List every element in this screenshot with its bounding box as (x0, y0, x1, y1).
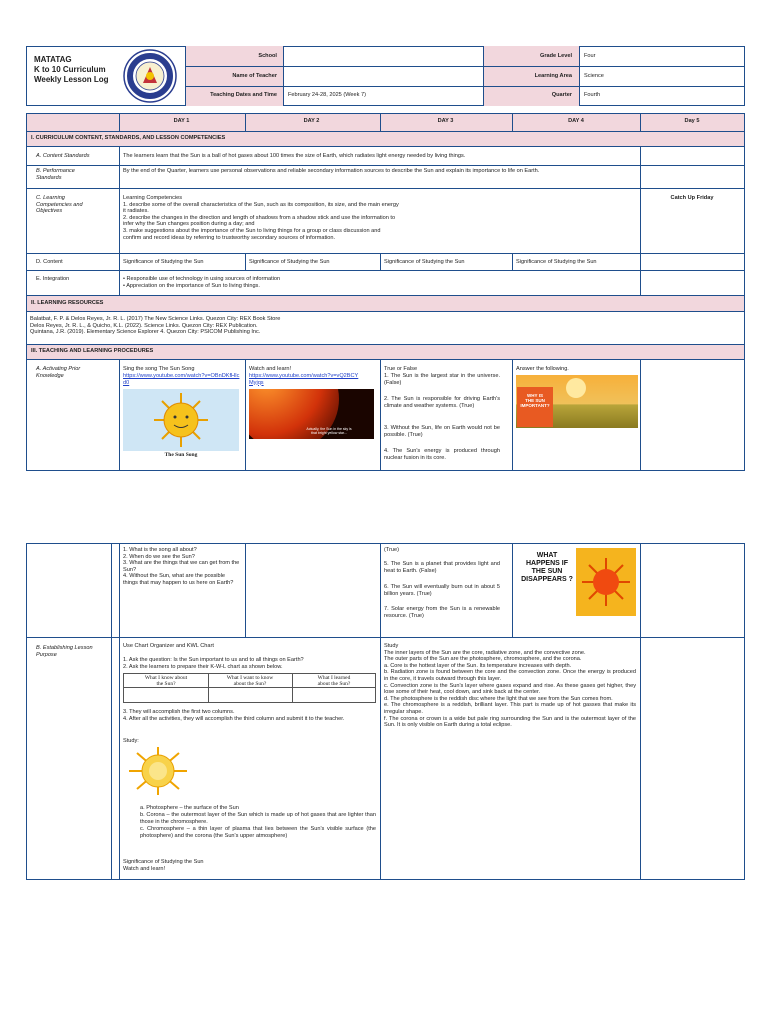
divider (119, 114, 120, 131)
school-label: School (258, 53, 277, 59)
divider (245, 544, 246, 637)
day3-activity-title: True or False (384, 366, 418, 372)
day1-video-link[interactable]: https://www.youtube.com/watch?v=OBnDKfHIcd0 (123, 373, 240, 386)
teacher-label: Name of Teacher (232, 73, 277, 79)
sun-layer-item: a. Photosphere – the surface of the Sun (140, 805, 239, 811)
content-standards-label: A. Content Standards (36, 153, 90, 159)
true-false-item: 1. The Sun is the largest star in the universe. (False) (384, 373, 500, 386)
true-false-item: 4. The Sun's energy is produced through nuclear fusion in its core. (384, 448, 500, 461)
sun-layer-item: c. Chromosphere – a thin layer of plasma that lies between the Sun's visible surface (the photosphere) and the corona (the Sun's upper atmosphere) (140, 826, 376, 839)
section-3-title: III. TEACHING AND LEARNING PROCEDURES (31, 348, 154, 354)
content-day2: Significance of Studying the Sun (249, 259, 330, 265)
why-sun-important-image (516, 375, 638, 428)
chart-organizer-intro: Use Chart Organizer and KWL Chart (123, 643, 214, 649)
grade-label: Grade Level (539, 53, 572, 59)
divider (512, 360, 513, 471)
divider (119, 147, 120, 296)
day1-activity-text: Sing the song The Sun Song (123, 366, 195, 372)
sun-icon (576, 548, 636, 616)
day4-activity-text: Answer the following. (516, 366, 569, 372)
section-2-title: II. LEARNING RESOURCES (31, 300, 104, 306)
day-3-header: DAY 3 (437, 118, 454, 124)
divider (245, 360, 246, 471)
day12-footer: Significance of Studying the Sun Watch and learn! (123, 859, 204, 872)
sun-video-thumbnail[interactable] (249, 389, 374, 439)
divider (27, 253, 744, 254)
quarter-value: Fourth (584, 92, 601, 98)
day-1-header: DAY 1 (173, 118, 190, 124)
competencies-text: Learning Competencies 1. describe some of the overall characteristics of the Sun, such as its composition, its size, and the main energy it radiates. 2. describe the changes in the direction and length of shadows from a shadow stick and use the information to infer why the Sun changes position during a day; and 3. make suggestions about the importance of the Sun to living things for a group or class discussion and confirm and record ideas by referring to trustworthy secondary sources of information. (123, 195, 399, 241)
catch-up-friday: Catch Up Friday (670, 195, 714, 201)
header-title-line: K to 10 Curriculum (34, 65, 106, 74)
divider (27, 165, 744, 166)
divider (27, 188, 744, 189)
divider (512, 254, 513, 271)
divider (512, 114, 513, 131)
divider (579, 46, 580, 106)
divider (380, 544, 381, 879)
divider (380, 360, 381, 471)
kwl-header-know: What I know about the Sun? (144, 675, 188, 687)
content-day3: Significance of Studying the Sun (384, 259, 465, 265)
divider (380, 114, 381, 131)
establishing-purpose-label: B. Establishing Lesson Purpose (36, 645, 93, 658)
kwl-header-want: What I want to know about the Sun? (226, 675, 274, 687)
content-day4: Significance of Studying the Sun (516, 259, 597, 265)
sun-glow-icon (566, 378, 586, 398)
day-4-header: DAY 4 (568, 118, 584, 124)
sun-disappears-caption: WHAT HAPPENS IF THE SUN DISAPPEARS ? (521, 552, 573, 583)
day-2-header: DAY 2 (303, 118, 320, 124)
divider (640, 360, 641, 471)
section-1-title: I. CURRICULUM CONTENT, STANDARDS, AND LESSON COMPETENCIES (31, 135, 226, 141)
divider (185, 86, 745, 87)
sun-disappears-image (516, 546, 636, 618)
day2-activity-text: Watch and learn! (249, 366, 292, 372)
deped-seal-icon (123, 49, 177, 103)
day-5-header: Day 5 (684, 118, 700, 124)
divider (245, 114, 246, 131)
divider (27, 270, 744, 271)
competencies-label: C. Learning Competencies and Objectives (36, 195, 83, 215)
true-false-item: 2. The Sun is responsible for driving Earth's climate and weather systems. (True) (384, 396, 500, 409)
dates-value: February 24-28, 2025 (Week 7) (288, 92, 366, 98)
kwl-steps-2: 3. They will accomplish the first two columns. 4. After all the activities, they will accomplish the third column and submit it to the teacher. (123, 709, 345, 722)
kwl-header-learned: What I learned about the Sun? (317, 675, 351, 687)
true-false-item: 6. The Sun will eventually burn out in about 5 billion years. (True) (384, 584, 500, 597)
activating-label: A. Activating Prior Knowledge (36, 366, 81, 379)
sun-song-caption: The Sun Song (164, 452, 198, 458)
sun-layers-diagram (123, 745, 193, 797)
header-title (34, 55, 109, 85)
divider (185, 66, 745, 67)
integration-label: E. Integration (36, 276, 70, 282)
divider (512, 544, 513, 637)
resources-text: Balatbat, F. P. & Delos Reyes, Jr. R. L. (2017) The New Science Links. Quezon City: REX Book Store Delos Reyes, Jr. R. L., & Quicho, K.L. (2022). Science Links. Quezon City: REX Publication. Quintana, J.R. (2019). Elementary Science Explorer 4. Quezon City: PSICOM Publishing Inc. (30, 316, 281, 336)
divider (124, 687, 375, 688)
quarter-label: Quarter (551, 92, 572, 98)
why-sun-caption: WHY IS THE SUN IMPORTANT? (520, 393, 550, 408)
divider (640, 544, 641, 879)
sun-layer-item: b. Corona – the outermost layer of the Sun which is made up of hot gases that are lighter than those in the chromosphere. (140, 812, 376, 825)
header-title-line: Weekly Lesson Log (34, 75, 109, 84)
day2-video-link[interactable]: https://www.youtube.com/watch?v=vQ2BCYMyjqs (249, 373, 359, 386)
content-standards-text: The learners learn that the Sun is a ball of hot gases about 100 times the size of Earth, which radiates light energy needed by living things. (123, 153, 466, 159)
true-false-item: 3. Without the Sun, life on Earth would not be possible. (True) (384, 425, 500, 438)
grade-value: Four (584, 53, 596, 59)
sun-song-image (123, 389, 239, 451)
integration-text: • Responsible use of technology in using sources of information • Appreciation on the importance of Sun to living things. (123, 276, 281, 289)
video-subtitle: Actually, the Sun in the sky is that bright yellow star... (306, 427, 352, 435)
day1-questions: 1. What is the song all about? 2. When do we see the Sun? 3. What are the things that we can get from the Sun? 4. Without the Sun, what are the possible things that may happen to us here on Earth? (123, 547, 240, 586)
area-label: Learning Area (534, 73, 572, 79)
true-false-item: 5. The Sun is a planet that provides light and heat to Earth. (False) (384, 561, 500, 574)
content-label: D. Content (36, 259, 63, 265)
divider (119, 360, 120, 471)
content-day1: Significance of Studying the Sun (123, 259, 204, 265)
divider (640, 114, 641, 131)
section-2-row (27, 296, 744, 312)
kwl-chart (123, 673, 376, 703)
sun-layers-study: Study The inner layers of the Sun are the core, radiative zone, and the convective zone. The outer parts of the Sun are the photosphere, chromosphere, and the corona. a. Core is the hottest layer of the Sun. Its temperature increases with depth. b. Radiation zone is found between the core and the convection zone. Once the energy is produced in the core, it travels outward through this layer. c. Convection zone is the Sun's layer where gases expand and rise. As these gases get higher, they lose some of their heat, cool down, and sink back at the center. d. The photosphere is the reddish disc where the light that we see from the Sun comes from. e. The chromosphere is a reddish, brilliant layer. This part is made up of hot gasses that make its irregular shape. f. The corona or crown is a wide but pale ring surrounding the Sun and is the outermost layer of the Sun. It is only visible on Earth during a total eclipse. (384, 643, 636, 729)
divider (27, 637, 744, 638)
divider (283, 46, 284, 106)
dates-label: Teaching Dates and Time (210, 92, 277, 98)
label-column (26, 543, 120, 880)
kwl-steps-1: 1. Ask the question: Is the Sun important to us and to all things on Earth? 2. Ask the learners to prepare their K-W-L chart as shown below. (123, 657, 304, 670)
divider (640, 147, 641, 296)
performance-standards-label: B. Performance Standards (36, 168, 75, 181)
study-label: Study: (123, 738, 139, 744)
true-false-item: 7. Solar energy from the Sun is a renewable resource. (True) (384, 606, 500, 619)
performance-standards-text: By the end of the Quarter, learners use personal observations and reliable secondary information sources to describe the Sun and explain its importance to life on Earth. (123, 168, 540, 174)
true-false-item: (True) (384, 547, 400, 553)
area-value: Science (584, 73, 604, 79)
divider (380, 254, 381, 271)
header-title-line: MATATAG (34, 55, 72, 64)
divider (245, 254, 246, 271)
